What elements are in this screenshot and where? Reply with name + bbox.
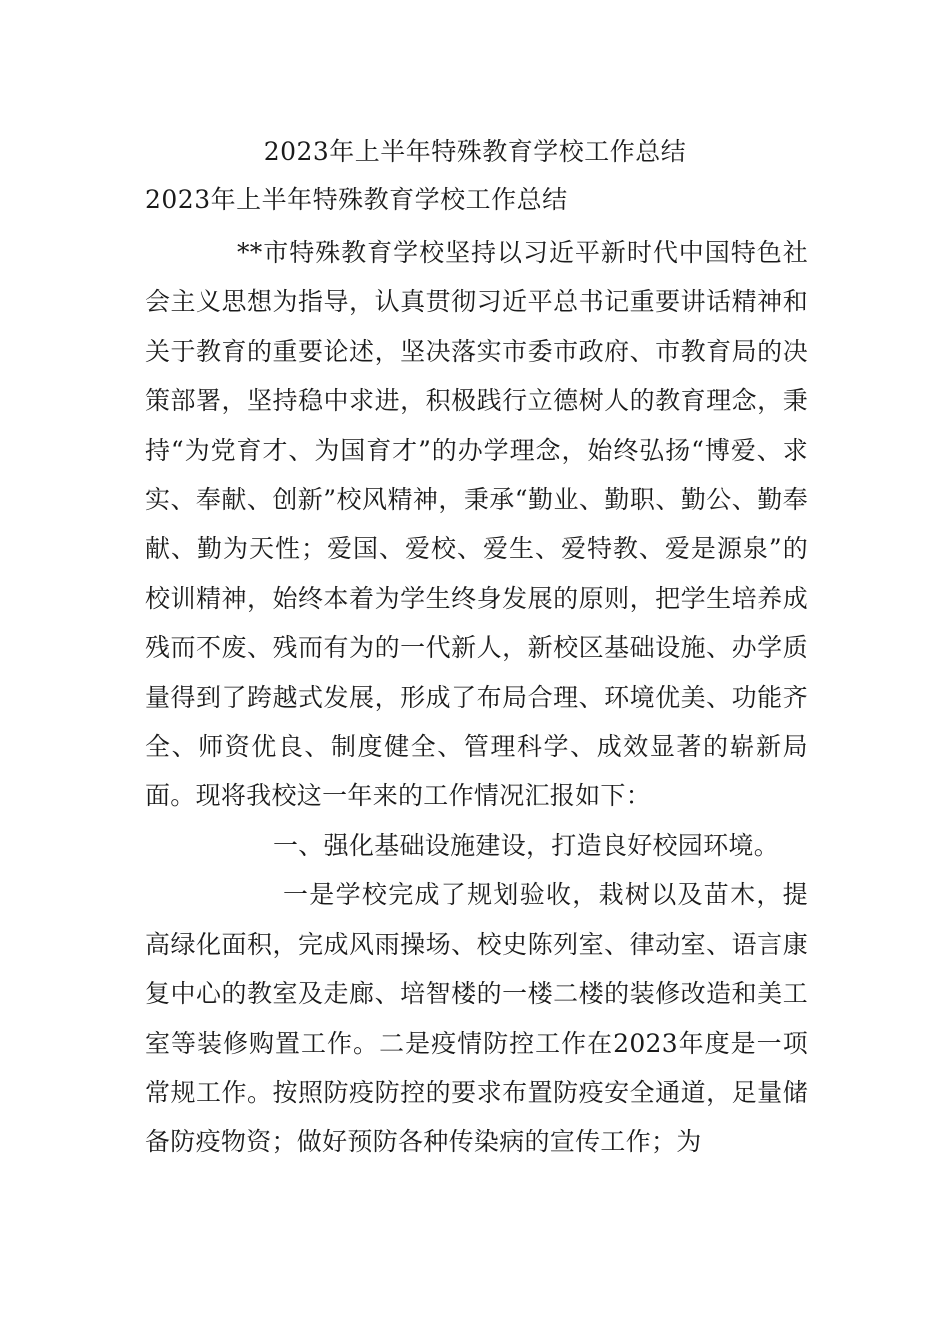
intro-paragraph: **市特殊教育学校坚持以习近平新时代中国特色社会主义思想为指导，认真贯彻习近平总书记重要讲话精神和关于教育的重要论述，坚决落实市委市政府、市教育局的决策部署，坚持稳中求进，积极践行立德树人的教育理念，秉持“为党育才、为国育才”的办学理念，始终弘扬“博爱、求实、奉献、创新”校风精神，秉承“勤业、勤职、勤公、勤奉献、勤为天性；爱国、爱校、爱生、爱特教、爱是源泉”的校训精神，始终本着为学生终身发展的原则，把学生培养成残而不废、残而有为的一代新人，新校区基础设施、办学质量得到了跨越式发展，形成了布局合理、环境优美、功能齐全、师资优良、制度健全、管理科学、成效显著的崭新局面。现将我校这一年来的工作情况汇报如下： [145, 238, 808, 811]
section-paragraph-1: 一是学校完成了规划验收，栽树以及苗木，提高绿化面积，完成风雨操场、校史陈列室、律动室、语言康复中心的教室及走廊、培智楼的一楼二楼的装修改造和美工室等装修购置工作。二是疫情防控工作在2023年度是一项常规工作。按照防疫防控的要求布置防疫安全通道，足量储备防疫物资；做好预防各种传染病的宣传工作；为 [145, 880, 808, 1157]
document-body [145, 228, 808, 1167]
document-title: 2023年上半年特殊教育学校工作总结 [263, 137, 687, 166]
document-subtitle: 2023年上半年特殊教育学校工作总结 [145, 185, 568, 214]
section-heading-1: 一、强化基础设施建设，打造良好校园环境。 [273, 830, 780, 860]
